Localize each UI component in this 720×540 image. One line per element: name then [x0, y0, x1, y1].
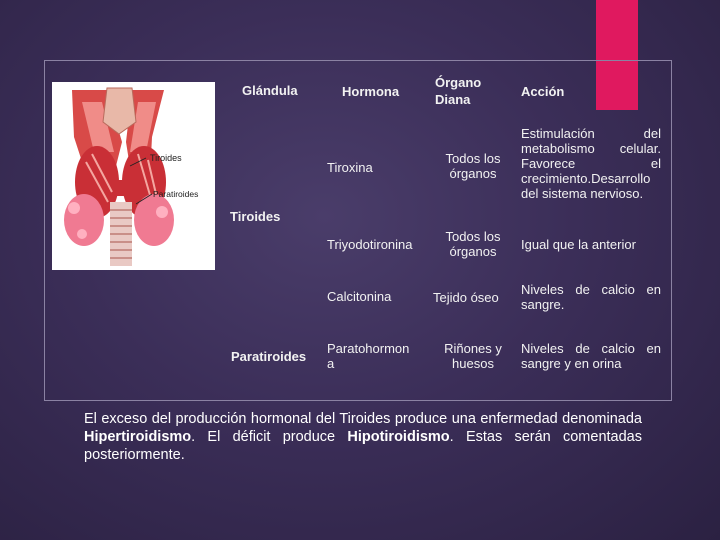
row3-target: Tejido óseo: [433, 290, 499, 305]
table-border-bottom: [44, 400, 672, 401]
row2-hormone: Triyodotironina: [327, 237, 413, 252]
row3-hormone: Calcitonina: [327, 289, 392, 304]
header-target-line2: Diana: [435, 92, 471, 107]
svg-text:Paratiroides: Paratiroides: [153, 189, 199, 199]
header-action: Acción: [521, 84, 565, 99]
header-hormone: Hormona: [342, 84, 400, 99]
thyroid-illustration: [52, 82, 215, 270]
row2-action: Igual que la anterior: [521, 237, 636, 252]
svg-text:Tiroides: Tiroides: [150, 153, 182, 163]
thyroid-anatomy-image: [52, 82, 215, 270]
table-border-right: [671, 60, 672, 401]
footer-paragraph: El exceso del producción hormonal del Tiroides produce una enfermedad denominada Hipertiroidismo. El déficit produce Hipotiroidismo. Estas serán comentadas posteriormente.: [84, 411, 642, 463]
row4-target: Riñones y huesos: [444, 341, 502, 371]
gland-thyroid: Tiroides: [230, 209, 281, 224]
row1-target: Todos los órganos: [445, 151, 501, 181]
header-target-line1: Órgano: [435, 75, 482, 90]
row1-action: Estimulación del metabolismo celular. Favorece el crecimiento.Desarrollo del sistema nervioso.: [521, 126, 661, 201]
row3-action: Niveles de calcio en sangre.: [521, 282, 661, 312]
row2-target: Todos los órganos: [445, 229, 501, 259]
header-gland: Glándula: [242, 83, 298, 98]
table-border-top: [44, 60, 672, 61]
row4-action: Niveles de calcio en sangre y en orina: [521, 341, 661, 371]
gland-parathyroid: Paratiroides: [231, 349, 307, 364]
row1-hormone: Tiroxina: [327, 160, 373, 175]
table-border-left: [44, 60, 45, 401]
row4-hormone: Paratohormon a: [327, 341, 410, 371]
